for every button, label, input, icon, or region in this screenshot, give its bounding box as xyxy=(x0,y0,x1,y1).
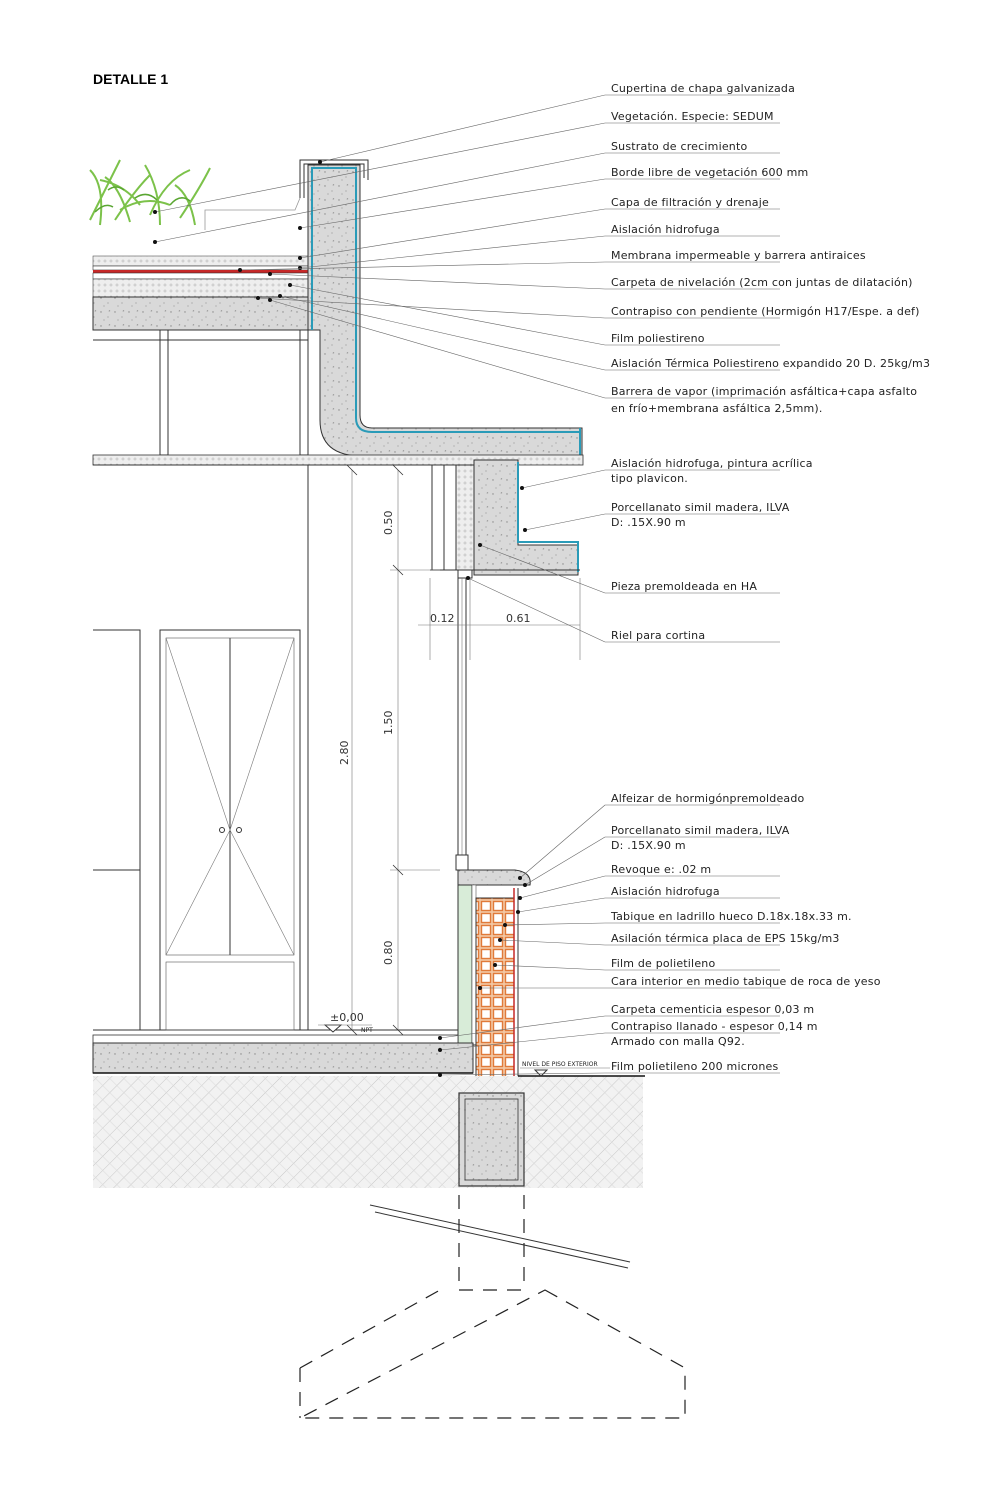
leader-line xyxy=(522,470,605,488)
label-top-5: Aislación hidrofuga xyxy=(611,223,720,236)
parapet-cantilever xyxy=(308,165,582,456)
leader-dot xyxy=(298,256,302,260)
label-top-4: Capa de filtración y drenaje xyxy=(611,196,769,209)
leader-dot xyxy=(493,963,497,967)
label-bot-1: Porcellanato simil madera, ILVA xyxy=(611,824,790,837)
leader-dot xyxy=(438,1073,442,1077)
leader-dot xyxy=(478,986,482,990)
leader-dot xyxy=(256,296,260,300)
dim-080: 0.80 xyxy=(382,940,395,965)
leader-line xyxy=(155,123,605,212)
label-bot-3: Revoque e: .02 m xyxy=(611,863,712,876)
leader-dot xyxy=(498,938,502,942)
label-bot-4: Aislación hidrofuga xyxy=(611,885,720,898)
leader-dot xyxy=(503,923,507,927)
leader-line xyxy=(520,876,605,898)
label-top-0: Cupertina de chapa galvanizada xyxy=(611,82,796,95)
leader-line xyxy=(520,805,605,878)
leader-dot xyxy=(478,543,482,547)
leader-dot xyxy=(438,1036,442,1040)
dim-012: 0.12 xyxy=(430,612,455,625)
leader-dot xyxy=(520,486,524,490)
leader-dot xyxy=(516,910,520,914)
leader-line xyxy=(320,95,605,162)
label-top-1: Vegetación. Especie: SEDUM xyxy=(611,110,774,123)
label-top-8: Contrapiso con pendiente (Hormigón H17/Espe. a def) xyxy=(611,305,920,318)
leader-line xyxy=(525,514,605,530)
level-value: ±0,00 xyxy=(330,1011,364,1024)
dim-061: 0.61 xyxy=(506,612,531,625)
leader-dot xyxy=(518,876,522,880)
dim-280: 2.80 xyxy=(338,740,351,765)
label-mid-1: tipo plavicon. xyxy=(611,472,688,485)
interior-furniture xyxy=(93,630,300,1030)
curtain-rail xyxy=(458,570,472,578)
label-bot-6: Asilación térmica placa de EPS 15kg/m3 xyxy=(611,932,840,945)
leader-line xyxy=(468,578,605,642)
leader-line xyxy=(525,837,605,885)
leader-dot xyxy=(153,210,157,214)
leader-dot xyxy=(318,160,322,164)
leader-dot xyxy=(523,883,527,887)
leader-dot xyxy=(523,528,527,532)
label-bot-5: Tabique en ladrillo hueco D.18x.18x.33 m. xyxy=(611,910,852,923)
leader-line xyxy=(155,153,605,242)
leader-dot xyxy=(298,266,302,270)
label-bot-8: Cara interior en medio tabique de roca de yeso xyxy=(611,975,881,988)
label-top-6: Membrana impermeable y barrera antiraices xyxy=(611,249,866,262)
label-mid-5: Riel para cortina xyxy=(611,629,706,642)
label-top-11: Barrera de vapor (imprimación asfáltica+capa asfalto xyxy=(611,385,918,398)
label-bot-2: D: .15X.90 m xyxy=(611,839,686,852)
label-top-10: Aislación Térmica Poliestireno expandido 20 D. 25kg/m3 xyxy=(611,357,931,370)
leader-line xyxy=(505,923,605,925)
level-npt: NPT xyxy=(361,1027,373,1034)
filter-drainage-layer xyxy=(93,256,308,266)
label-top-2: Sustrato de crecimiento xyxy=(611,140,748,153)
leader-line xyxy=(518,898,605,912)
label-mid-4: Pieza premoldeada en HA xyxy=(611,580,758,593)
label-bot-12: Film polietileno 200 micrones xyxy=(611,1060,779,1073)
ground-slab xyxy=(93,1043,473,1073)
leader-dot xyxy=(278,294,282,298)
label-mid-3: D: .15X.90 m xyxy=(611,516,686,529)
soil-hatch xyxy=(93,1076,643,1188)
label-bot-11: Armado con malla Q92. xyxy=(611,1035,745,1048)
leader-dot xyxy=(153,240,157,244)
label-mid-0: Aislación hidrofuga, pintura acrílica xyxy=(611,457,813,470)
leader-dot xyxy=(288,283,292,287)
growth-substrate xyxy=(93,230,305,256)
precast-concrete-piece xyxy=(474,460,578,575)
waterproof-membrane-red xyxy=(93,270,308,273)
window-frame xyxy=(456,578,468,870)
footing-dashed xyxy=(300,1195,685,1418)
label-bot-7: Film de polietileno xyxy=(611,957,716,970)
dim-150: 1.50 xyxy=(382,710,395,735)
leader-dot xyxy=(518,896,522,900)
hollow-brick-wall xyxy=(476,898,514,1086)
leader-dot xyxy=(466,576,470,580)
label-top-3: Borde libre de vegetación 600 mm xyxy=(611,166,809,179)
leader-line xyxy=(500,940,605,945)
dim-050: 0.50 xyxy=(382,510,395,535)
floor-slab xyxy=(93,1030,473,1073)
vegetation-sedum xyxy=(90,160,210,225)
label-top-9: Film poliestireno xyxy=(611,332,705,345)
level-exterior: NIVEL DE PISO EXTERIOR xyxy=(522,1061,598,1068)
label-bot-10: Contrapiso llanado - espesor 0,14 m xyxy=(611,1020,818,1033)
precast-head-piece xyxy=(430,460,580,578)
label-top-12: en frío+membrana asfáltica 2,5mm). xyxy=(611,402,823,415)
leader-dot xyxy=(268,272,272,276)
label-mid-2: Porcellanato simil madera, ILVA xyxy=(611,501,790,514)
foundation-beam xyxy=(459,1093,524,1186)
label-top-7: Carpeta de nivelación (2cm con juntas de dilatación) xyxy=(611,276,913,289)
leader-dot xyxy=(238,268,242,272)
leader-dot xyxy=(298,226,302,230)
leader-dot xyxy=(438,1048,442,1052)
annotation-labels xyxy=(610,82,930,1073)
label-bot-0: Alfeizar de hormigónpremoldeado xyxy=(611,792,805,805)
leader-dot xyxy=(268,298,272,302)
label-bot-9: Carpeta cementicia espesor 0,03 m xyxy=(611,1003,815,1016)
thermal-insulation xyxy=(93,279,308,297)
page-title: DETALLE 1 xyxy=(93,71,169,87)
eps-insulation xyxy=(458,885,472,1045)
